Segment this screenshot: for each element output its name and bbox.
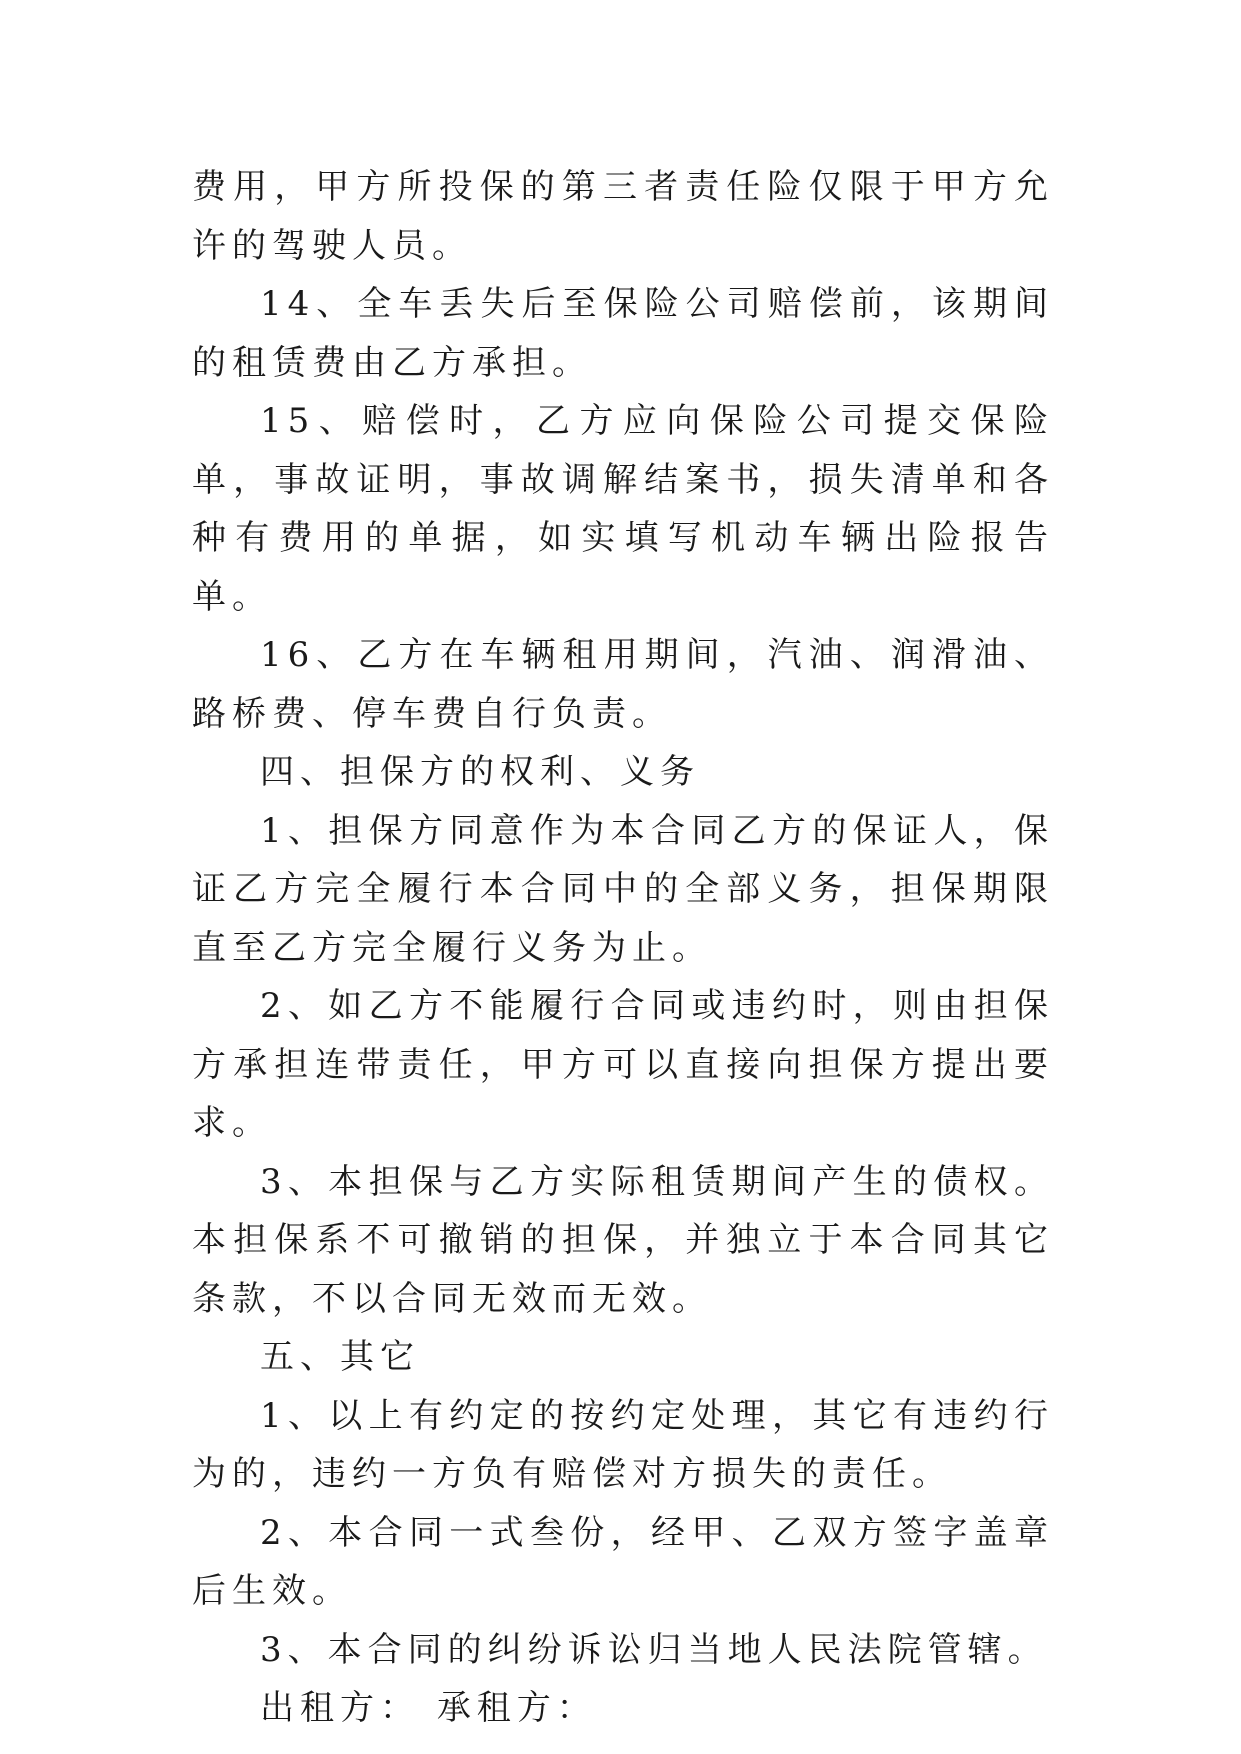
paragraph-clause-16: 16、乙方在车辆租用期间，汽油、润滑油、路桥费、停车费自行负责。 [192, 635, 1054, 734]
signature-line [192, 1679, 1054, 1738]
paragraph-guarantor-3: 3、本担保与乙方实际租赁期间产生的债权。本担保系不可撤销的担保，并独立于本合同其它条款，不以合同无效而无效。 [192, 1161, 1054, 1319]
paragraph-continuation: 费用，甲方所投保的第三者责任险仅限于甲方允许的驾驶人员。 [192, 167, 1054, 266]
document-body [192, 158, 1054, 1738]
paragraph-guarantor-2: 2、如乙方不能履行合同或违约时，则由担保方承担连带责任，甲方可以直接向担保方提出要求。 [192, 986, 1054, 1143]
paragraph-clause-14: 14、全车丢失后至保险公司赔偿前，该期间的租赁费由乙方承担。 [192, 284, 1054, 383]
paragraph-guarantor-1: 1、担保方同意作为本合同乙方的保证人，保证乙方完全履行本合同中的全部义务，担保期限直至乙方完全履行义务为止。 [192, 810, 1054, 968]
section-heading-other: 五、其它 [260, 1337, 420, 1377]
paragraph-other-2: 2、本合同一式叁份，经甲、乙双方签字盖章后生效。 [192, 1512, 1054, 1611]
section-heading-guarantor: 四、担保方的权利、义务 [260, 752, 700, 792]
lessor-label: 出租方： [260, 1688, 420, 1728]
lessee-label: 承租方： [436, 1688, 597, 1728]
paragraph-other-1: 1、以上有约定的按约定处理，其它有违约行为的，违约一方负有赔偿对方损失的责任。 [192, 1395, 1054, 1494]
paragraph-clause-15: 15、赔偿时，乙方应向保险公司提交保险单，事故证明，事故调解结案书，损失清单和各种有费用的单据，如实填写机动车辆出险报告单。 [192, 401, 1054, 617]
paragraph-other-3: 3、本合同的纠纷诉讼归当地人民法院管辖。 [260, 1629, 1048, 1670]
